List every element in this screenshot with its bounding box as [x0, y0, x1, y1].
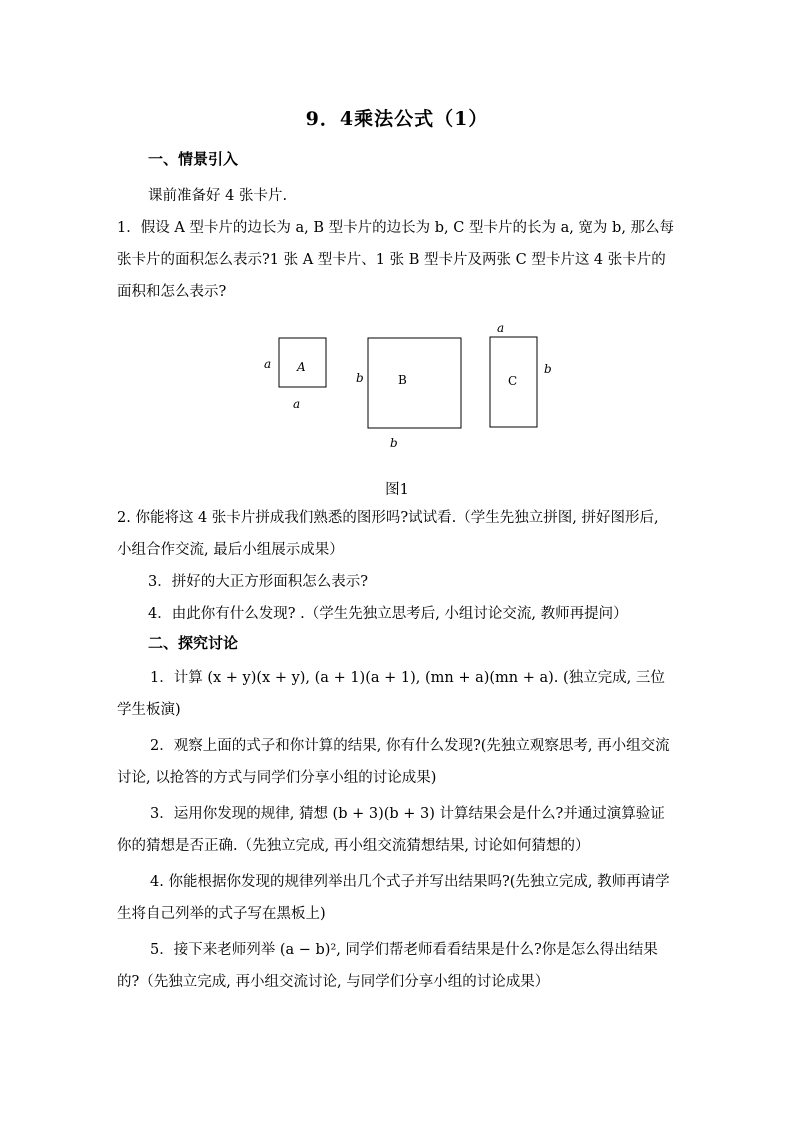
paragraph-explore-1: 1．计算 (x + y)(x + y), (a + 1)(a + 1), (mn + a)(mn + a). (独立完成, 三位学生板演) [117, 670, 665, 718]
paragraph-question-2: 2. 你能将这 4 张卡片拼成我们熟悉的图形吗?试试看.（学生先独立拼图, 拼好图形后, 小组合作交流, 最后小组展示成果） [117, 510, 659, 558]
card-b-side-bottom: b [390, 436, 398, 450]
page-title: 9．4乘法公式（1） [305, 108, 489, 130]
card-a-label: A [297, 360, 306, 374]
card-c-rectangle [490, 337, 537, 427]
card-a-square [279, 338, 326, 387]
card-b-square [368, 338, 461, 428]
card-c-side-top: a [497, 321, 505, 335]
paragraph-question-4: 4．由此你有什么发现? .（学生先独立思考后, 小组讨论交流, 教师再提问） [148, 606, 628, 622]
paragraph-question-1: 1．假设 A 型卡片的边长为 a, B 型卡片的边长为 b, C 型卡片的长为 a, 宽为 b, 那么每张卡片的面积怎么表示?1 张 A 型卡片、1 张 B 型卡片及两张 C 型卡片这 4 张卡片的面积和怎么表示? [117, 220, 675, 300]
paragraph-question-3: 3．拼好的大正方形面积怎么表示? [148, 574, 368, 590]
card-a-side-left: a [264, 357, 272, 371]
paragraph-explore-3: 3．运用你发现的规律, 猜想 (b + 3)(b + 3) 计算结果会是什么?并通过演算验证你的猜想是否正确.（先独立完成, 再小组交流猜想结果, 讨论如何猜想的） [117, 806, 665, 854]
card-a-side-bottom: a [293, 397, 301, 411]
section-heading-explore: 二、探究讨论 [148, 634, 239, 652]
paragraph-explore-5: 5．接下来老师列举 (a − b)², 同学们帮老师看看结果是什么?你是怎么得出结果的?（先独立完成, 再小组交流讨论, 与同学们分享小组的讨论成果） [117, 942, 658, 990]
paragraph-explore-2: 2．观察上面的式子和你计算的结果, 你有什么发现?(先独立观察思考, 再小组交流讨论, 以抢答的方式与同学们分享小组的讨论成果) [117, 738, 670, 786]
card-b-label: B [398, 373, 407, 387]
section-heading-intro: 一、情景引入 [148, 150, 239, 168]
card-c-label: C [508, 374, 518, 388]
card-c-side-right: b [544, 362, 552, 376]
paragraph-prepare-cards: 课前准备好 4 张卡片. [148, 188, 288, 204]
card-b-side-left: b [356, 371, 364, 385]
paragraph-explore-4: 4. 你能根据你发现的规律列举出几个式子并写出结果吗?(先独立完成, 教师再请学生将自己列举的式子写在黑板上) [117, 874, 670, 922]
figure-caption: 图1 [385, 482, 409, 498]
